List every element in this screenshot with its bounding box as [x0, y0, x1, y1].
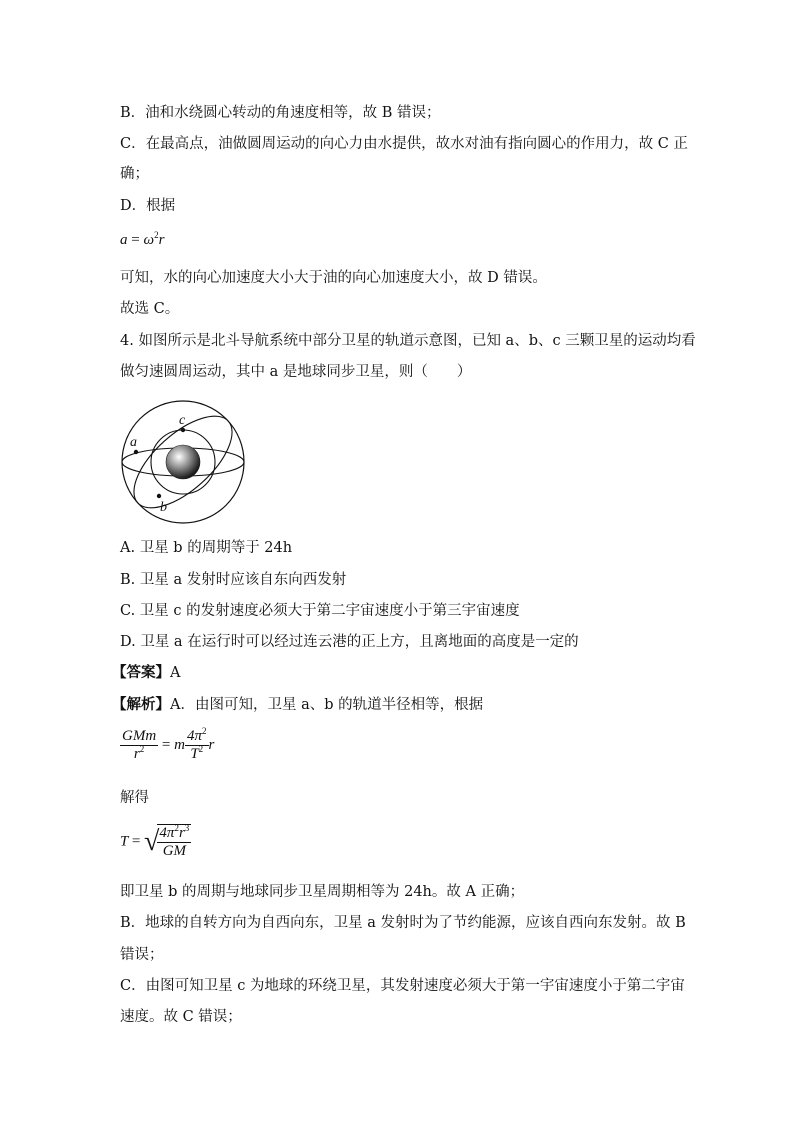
text-line: B．地球的自转方向为自西向东，卫星 a 发射时为了节约能源，应该自西向东发射。故 B	[120, 915, 686, 931]
answer-tag: 【答案】	[112, 664, 170, 681]
option-d: D. 卫星 a 在运行时可以经过连云港的正上方，且离地面的高度是一定的	[120, 634, 579, 650]
text-line: 解得	[120, 790, 149, 806]
text-line: C．由图可知卫星 c 为地球的环绕卫星，其发射速度必须大于第一宇宙速度小于第二宇宙	[120, 978, 685, 994]
text-line: 速度。故 C 错误；	[120, 1009, 242, 1025]
question-stem: 做匀速圆周运动，其中 a 是地球同步卫星，则（ ）	[120, 364, 472, 380]
satellite-b-dot	[157, 494, 161, 498]
text-line: D．根据	[120, 198, 176, 214]
text-line: 可知，水的向心加速度大小大于油的向心加速度大小，故 D 错误。	[120, 270, 547, 286]
label-c: c	[179, 413, 186, 428]
formula-centripetal-acceleration: $a = \omega^2r$	[120, 230, 165, 248]
analysis-tag: 【解析】	[112, 696, 170, 713]
answer-line	[112, 663, 672, 683]
analysis-text: A．由图可知，卫星 a、b 的轨道半径相等，根据	[170, 697, 484, 713]
question-stem: 4. 如图所示是北斗导航系统中部分卫星的轨道示意图，已知 a、b、c 三颗卫星的运动均看	[120, 333, 696, 349]
text-line: 确；	[120, 166, 149, 182]
analysis-line	[112, 695, 672, 715]
label-a: a	[130, 435, 137, 450]
answer-value: A	[170, 665, 181, 681]
text-line: C．在最高点，油做圆周运动的向心力由水提供，故水对油有指向圆心的作用力，故 C 正	[120, 136, 688, 152]
satellite-a-dot	[134, 450, 138, 454]
formula-period: T = √ $\frac{4\pi^2r^3}{GM}$	[120, 823, 190, 859]
label-b: b	[160, 500, 167, 515]
satellite-orbit-diagram	[118, 398, 254, 526]
earth	[166, 445, 200, 479]
formula-gravitation: $\frac{\text{GMm}}{r^2}$ = m $\frac{4\pi^2}{T^2}$ r	[122, 726, 215, 762]
text-line: 错误；	[120, 947, 164, 963]
option-c: C. 卫星 c 的发射速度必须大于第二宇宙速度小于第三宇宙速度	[120, 603, 520, 619]
text-line: 即卫星 b 的周期与地球同步卫星周期相等为 24h。故 A 正确；	[120, 884, 525, 900]
satellite-c-dot	[181, 428, 185, 432]
option-a: A. 卫星 b 的周期等于 24h	[120, 540, 293, 556]
text-line: 故选 C。	[120, 301, 180, 317]
option-b: B. 卫星 a 发射时应该自东向西发射	[120, 572, 347, 588]
text-line: B．油和水绕圆心转动的角速度相等，故 B 错误；	[120, 105, 441, 121]
